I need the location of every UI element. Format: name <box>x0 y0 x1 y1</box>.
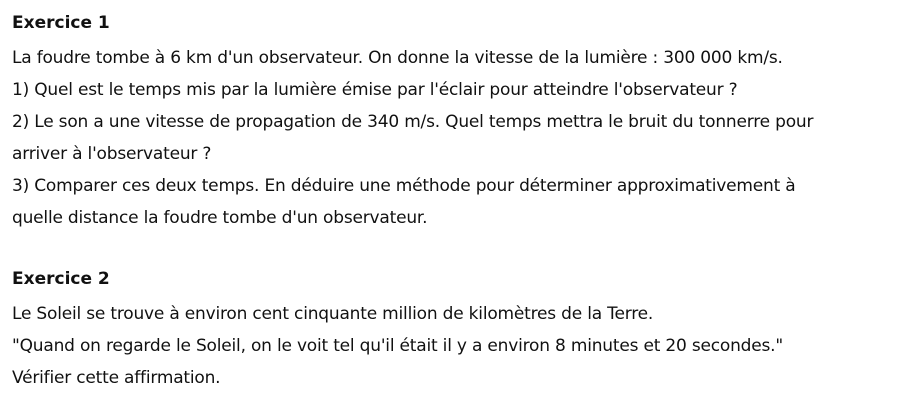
exercise-2 <box>12 266 897 394</box>
exercise-1-question-2-line-1: 2) Le son a une vitesse de propagation de 340 m/s. Quel temps mettra le bruit du tonnerre pour <box>12 112 814 132</box>
exercise-1-title: Exercice 1 <box>12 13 110 33</box>
exercise-2-title: Exercice 2 <box>12 269 110 289</box>
exercise-2-question: Vérifier cette affirmation. <box>12 368 221 388</box>
document-page <box>12 10 897 394</box>
exercise-2-statement: Le Soleil se trouve à environ cent cinquante million de kilomètres de la Terre. <box>12 304 654 324</box>
exercise-2-quote: "Quand on regarde le Soleil, on le voit tel qu'il était il y a environ 8 minutes et 20 secondes." <box>12 336 783 356</box>
exercise-1-question-2-line-2: arriver à l'observateur ? <box>12 144 212 164</box>
exercise-1-statement: La foudre tombe à 6 km d'un observateur. On donne la vitesse de la lumière : 300 000 km/s. <box>12 48 783 68</box>
exercise-1-question-3-line-2: quelle distance la foudre tombe d'un observateur. <box>12 208 428 228</box>
exercise-1-question-1: 1) Quel est le temps mis par la lumière émise par l'éclair pour atteindre l'observateur ? <box>12 80 738 100</box>
exercise-1 <box>12 10 897 234</box>
exercise-1-question-3-line-1: 3) Comparer ces deux temps. En déduire une méthode pour déterminer approximativement à <box>12 176 796 196</box>
